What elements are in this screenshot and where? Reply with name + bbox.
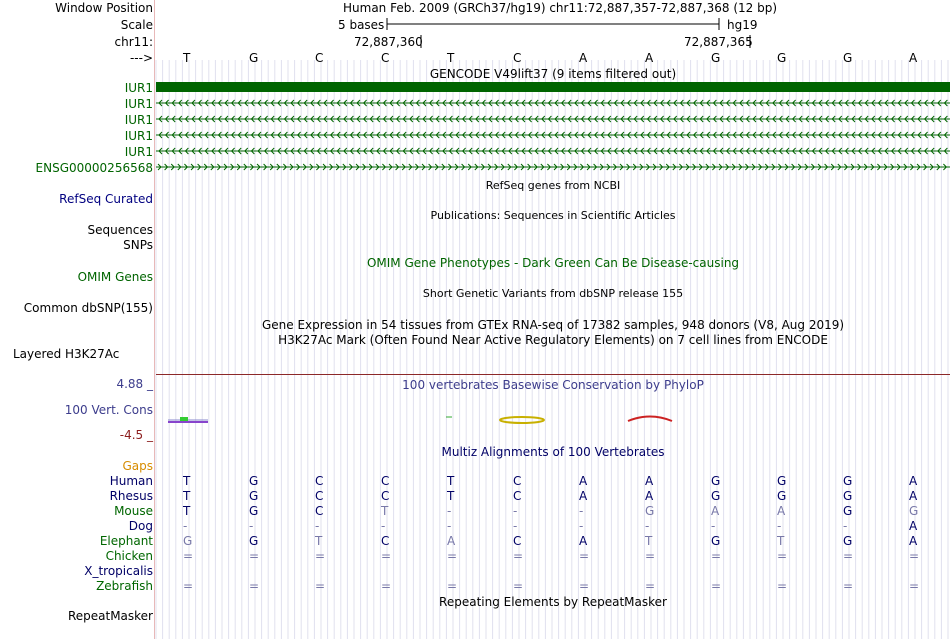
gencode-exon — [156, 82, 950, 92]
repeatmasker-label[interactable]: RepeatMasker — [67, 609, 153, 623]
gencode-title[interactable]: GENCODE V49lift37 (9 items filtered out) — [429, 67, 677, 81]
alignment-base: T — [447, 489, 455, 503]
alignment-base: - — [843, 519, 848, 533]
scale-bases: 5 bases — [338, 18, 385, 32]
reference-base: T — [183, 51, 191, 65]
alignment-base: C — [381, 534, 390, 548]
alignment-base: A — [909, 519, 918, 533]
alignment-base: G — [249, 474, 259, 488]
omim-title: OMIM Gene Phenotypes - Dark Green Can Be Disease-causing — [366, 256, 740, 270]
alignment-base: T — [777, 534, 785, 548]
phylop-signal — [156, 410, 950, 430]
alignment-species-label[interactable]: Mouse — [114, 504, 153, 518]
track-divider — [156, 374, 950, 375]
snps-label[interactable]: SNPs — [123, 238, 153, 252]
reference-base: A — [909, 51, 918, 65]
alignment-base: C — [381, 489, 390, 503]
scale-assembly: hg19 — [727, 18, 758, 32]
alignment-base: A — [447, 534, 456, 548]
alignment-base: = — [843, 579, 854, 593]
alignment-base: = — [645, 549, 656, 563]
alignment-base: - — [513, 504, 518, 518]
scale-label: Scale — [120, 18, 153, 32]
alignment-base: = — [711, 549, 722, 563]
alignment-base: C — [513, 474, 522, 488]
alignment-base: = — [249, 579, 260, 593]
alignment-base: = — [381, 579, 392, 593]
dbsnp-label[interactable]: Common dbSNP(155) — [23, 301, 153, 315]
alignment-base: C — [315, 474, 324, 488]
dbsnp-title: Short Genetic Variants from dbSNP release 155 — [422, 287, 684, 300]
alignment-base: G — [711, 489, 721, 503]
alignment-base: = — [513, 579, 524, 593]
alignment-base: G — [843, 489, 853, 503]
alignment-base: G — [843, 474, 853, 488]
reference-base: A — [645, 51, 654, 65]
alignment-base: = — [579, 549, 590, 563]
alignment-base: - — [777, 519, 782, 533]
refseq-title: RefSeq genes from NCBI — [485, 179, 621, 192]
alignment-base: - — [315, 519, 320, 533]
alignment-base: C — [315, 504, 324, 518]
gencode-item-label[interactable]: IUR1 — [124, 81, 153, 95]
alignment-base: = — [447, 549, 458, 563]
gencode-item-label[interactable]: ENSG00000256568 — [35, 161, 153, 175]
alignment-species-label[interactable]: Human — [109, 474, 153, 488]
alignment-species-label[interactable]: Chicken — [105, 549, 153, 563]
reference-base: T — [447, 51, 455, 65]
alignment-base: - — [645, 519, 650, 533]
gtex-title: Gene Expression in 54 tissues from GTEx RNA-seq of 17382 samples, 948 donors (V8, Aug 2019) — [261, 318, 845, 332]
position-left: 72,887,360 — [354, 35, 423, 49]
alignment-base: C — [315, 489, 324, 503]
reference-base: C — [513, 51, 522, 65]
alignment-base: = — [909, 579, 920, 593]
alignment-base: = — [579, 579, 590, 593]
alignment-base: - — [447, 504, 452, 518]
alignment-base: = — [513, 549, 524, 563]
alignment-species-label[interactable]: Dog — [128, 519, 153, 533]
alignment-base: = — [909, 549, 920, 563]
alignment-base: - — [579, 519, 584, 533]
alignment-base: G — [711, 534, 721, 548]
alignment-base: = — [315, 549, 326, 563]
alignment-base: G — [711, 474, 721, 488]
position-right-tick — [748, 35, 752, 49]
alignment-base: C — [513, 489, 522, 503]
gencode-item-label[interactable]: IUR1 — [124, 129, 153, 143]
reference-base: G — [777, 51, 787, 65]
alignment-species-label[interactable]: X_tropicalis — [84, 564, 153, 578]
alignment-base: = — [183, 579, 194, 593]
position-right: 72,887,365 — [684, 35, 753, 49]
alignment-base: T — [183, 504, 191, 518]
alignment-base: G — [777, 489, 787, 503]
alignment-base: T — [183, 489, 191, 503]
alignment-base: A — [579, 534, 588, 548]
alignment-base: G — [249, 504, 259, 518]
window-position-label: Window Position — [55, 1, 153, 15]
omim-label[interactable]: OMIM Genes — [77, 270, 153, 284]
phylop-min: -4.5 _ — [119, 428, 153, 442]
phylop-title: 100 vertebrates Basewise Conservation by PhyloP — [402, 378, 704, 392]
alignment-base: G — [249, 489, 259, 503]
alignment-base: C — [513, 534, 522, 548]
alignment-base: G — [843, 534, 853, 548]
refseq-label[interactable]: RefSeq Curated — [59, 192, 153, 206]
reference-base: C — [381, 51, 390, 65]
scale-bar — [380, 15, 730, 55]
alignment-base: T — [645, 534, 653, 548]
repeatmasker-title: Repeating Elements by RepeatMasker — [439, 595, 667, 609]
alignment-base: - — [381, 519, 386, 533]
alignment-base: = — [711, 579, 722, 593]
h3k27ac-label[interactable]: Layered H3K27Ac — [13, 347, 120, 361]
alignment-base: - — [249, 519, 254, 533]
alignment-base: - — [513, 519, 518, 533]
alignment-base: A — [645, 474, 654, 488]
alignment-base: = — [843, 549, 854, 563]
alignment-base: A — [579, 489, 588, 503]
publications-title: Publications: Sequences in Scientific Articles — [430, 209, 676, 222]
alignment-base: T — [315, 534, 323, 548]
strand-label: ---> — [129, 51, 153, 65]
alignment-base: = — [777, 549, 788, 563]
window-position-value[interactable]: Human Feb. 2009 (GRCh37/hg19) chr11:72,887,357-72,887,368 (12 bp) — [343, 1, 778, 15]
alignment-base: = — [183, 549, 194, 563]
alignment-base: G — [645, 504, 655, 518]
alignment-base: G — [183, 534, 193, 548]
alignment-base: A — [777, 504, 786, 518]
alignment-base: G — [777, 474, 787, 488]
chrom-label: chr11: — [114, 35, 153, 49]
alignment-base: A — [909, 474, 918, 488]
alignment-base: - — [579, 504, 584, 518]
sequences-label[interactable]: Sequences — [87, 223, 153, 237]
h3k27ac-title: H3K27Ac Mark (Often Found Near Active Regulatory Elements) on 7 cell lines from ENCODE — [278, 333, 828, 347]
alignment-base: = — [645, 579, 656, 593]
reference-base: G — [843, 51, 853, 65]
multiz-title: Multiz Alignments of 100 Vertebrates — [441, 445, 665, 459]
label-column-divider — [154, 0, 155, 639]
alignment-base: A — [579, 474, 588, 488]
alignment-base: - — [447, 519, 452, 533]
alignment-base: G — [909, 504, 919, 518]
alignment-base: - — [711, 519, 716, 533]
alignment-base: A — [909, 534, 918, 548]
reference-base: G — [249, 51, 259, 65]
alignment-base: = — [381, 549, 392, 563]
gencode-item-label[interactable]: IUR1 — [124, 113, 153, 127]
alignment-base: C — [381, 474, 390, 488]
alignment-species-label[interactable]: Zebrafish — [96, 579, 153, 593]
alignment-species-label[interactable]: Elephant — [99, 534, 153, 548]
reference-base: A — [579, 51, 588, 65]
phylop-label[interactable]: 100 Vert. Cons — [64, 403, 153, 417]
alignment-base: T — [447, 474, 455, 488]
alignment-base: = — [447, 579, 458, 593]
alignment-base: G — [249, 534, 259, 548]
alignment-base: A — [711, 504, 720, 518]
gencode-item-label[interactable]: IUR1 — [124, 145, 153, 159]
alignment-base: = — [777, 579, 788, 593]
reference-base: G — [711, 51, 721, 65]
alignment-base: - — [183, 519, 188, 533]
alignment-base: G — [843, 504, 853, 518]
alignment-species-label[interactable]: Rhesus — [109, 489, 153, 503]
gencode-features[interactable] — [156, 80, 950, 176]
gaps-label[interactable]: Gaps — [122, 459, 153, 473]
alignment-base: = — [249, 549, 260, 563]
gencode-item-label[interactable]: IUR1 — [124, 97, 153, 111]
phylop-max: 4.88 _ — [116, 377, 153, 391]
reference-base: C — [315, 51, 324, 65]
alignment-base: A — [645, 489, 654, 503]
alignment-base: = — [315, 579, 326, 593]
alignment-base: A — [909, 489, 918, 503]
alignment-base: T — [183, 474, 191, 488]
alignment-base: T — [381, 504, 389, 518]
